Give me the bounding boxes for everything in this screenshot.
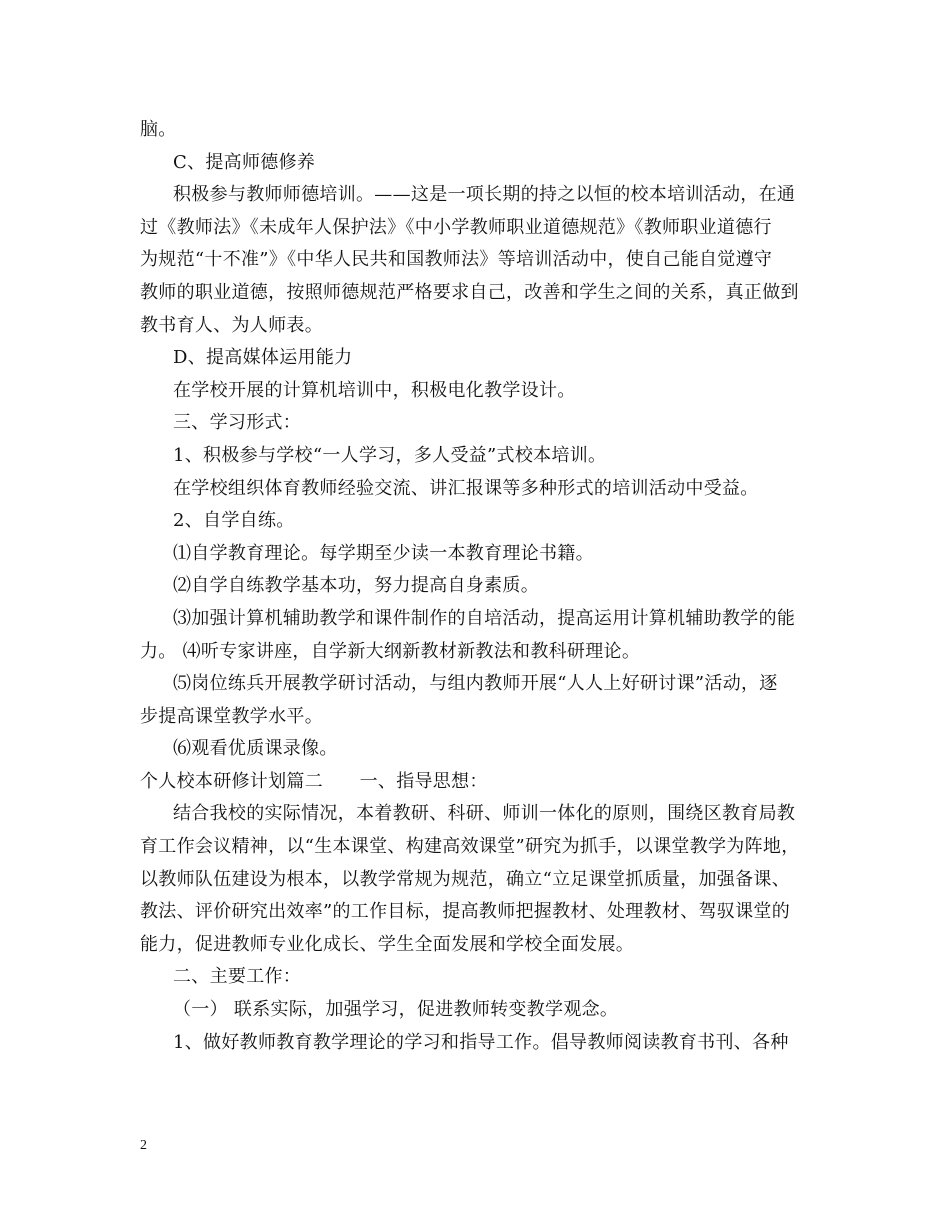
text-line: 在学校组织体育教师经验交流、讲汇报课等多种形式的培训活动中受益。 [173, 477, 759, 499]
text-line: 步提高课堂教学水平。 [140, 705, 323, 727]
text-line: 力。 ⑷听专家讲座，自学新大纲新教材新教法和教科研理论。 [140, 640, 641, 662]
text-line: ⑸岗位练兵开展教学研讨活动，与组内教师开展“人人上好研讨课”活动，逐 [173, 673, 778, 695]
text-line: 教法、评价研究出效率”的工作目标，提高教师把握教材、处理教材、驾驭课堂的 [140, 901, 790, 923]
text-line: 1、做好教师教育教学理论的学习和指导工作。倡导教师阅读教育书刊、各种 [173, 1031, 789, 1053]
text-line: 个人校本研修计划篇二 一、指导思想： [140, 770, 488, 792]
text-line: 2、自学自练。 [173, 510, 295, 532]
text-line: ⑹观看优质课录像。 [173, 738, 338, 760]
text-line: 能力，促进教师专业化成长、学生全面发展和学校全面发展。 [140, 933, 635, 955]
text-line: C、提高师德修养 [173, 151, 316, 173]
text-line: 三、学习形式： [173, 412, 302, 434]
text-line: 积极参与教师师德培训。——这是一项长期的持之以恒的校本培训活动，在通 [173, 184, 796, 206]
text-line: 为规范“十不准”》《中华人民共和国教师法》等培训活动中，使自己能自觉遵守 [140, 249, 773, 271]
page-number: 2 [140, 1138, 147, 1153]
text-line: 结合我校的实际情况，本着教研、科研、师训一体化的原则，围绕区教育局教 [173, 803, 796, 825]
text-line: 1、积极参与学校“一人学习，多人受益”式校本培训。 [173, 444, 607, 466]
text-line: ⑴自学教育理论。每学期至少读一本教育理论书籍。 [173, 542, 594, 564]
document-body [140, 114, 820, 1059]
text-line: 在学校开展的计算机培训中，积极电化教学设计。 [173, 379, 576, 401]
text-line: 教书育人、为人师表。 [140, 314, 323, 336]
text-line: D、提高媒体运用能力 [173, 347, 353, 369]
text-line: 育工作会议精神，以“生本课堂、构建高效课堂”研究为抓手，以课堂教学为阵地， [140, 836, 800, 858]
text-line: 脑。 [140, 119, 177, 140]
text-line: 二、主要工作： [173, 966, 302, 988]
text-line: 以教师队伍建设为根本，以教学常规为规范，确立“立足课堂抓质量，加强备课、 [140, 868, 790, 890]
text-line: （一） 联系实际，加强学习，促进教师转变教学观念。 [173, 999, 619, 1021]
text-line: ⑶加强计算机辅助教学和课件制作的自培活动，提高运用计算机辅助教学的能 [173, 607, 796, 629]
text-line: 过《教师法》《未成年人保护法》《中小学教师职业道德规范》《教师职业道德行 [140, 216, 772, 238]
text-line: ⑵自学自练教学基本功，努力提高自身素质。 [173, 575, 539, 597]
text-line: 教师的职业道德，按照师德规范严格要求自己，改善和学生之间的关系，真正做到 [140, 281, 799, 303]
